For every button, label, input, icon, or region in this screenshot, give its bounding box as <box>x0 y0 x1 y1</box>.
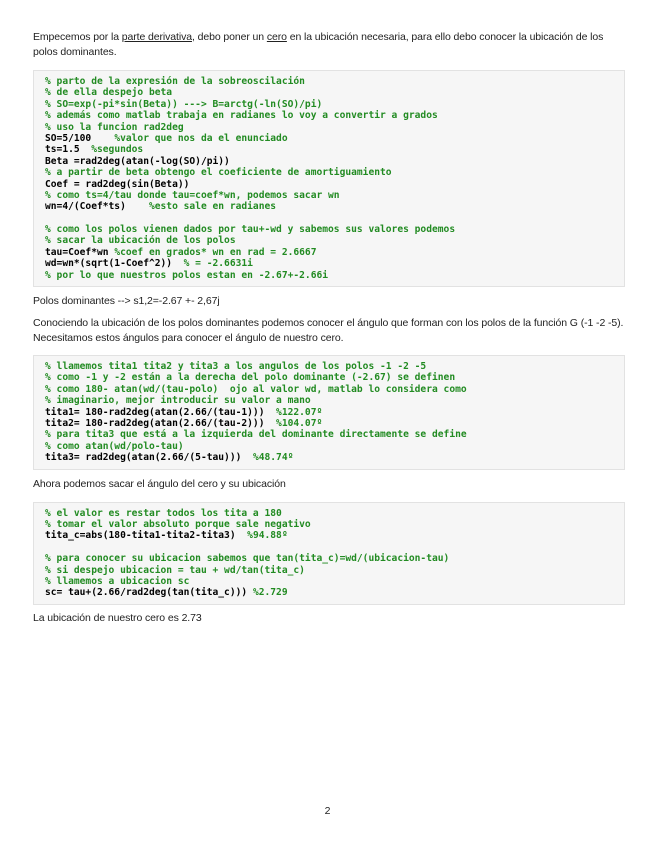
link-parte-derivativa[interactable]: parte derivativa <box>121 31 192 43</box>
code-line <box>45 224 616 235</box>
dominant-poles-text: Polos dominantes --> s1,2=-2.67 +- 2,67j <box>33 295 220 308</box>
code-line <box>45 441 616 452</box>
code-line <box>45 235 616 246</box>
code-line <box>45 179 616 190</box>
code-statement: wd=wn*(sqrt(1-Coef^2)) <box>45 258 184 270</box>
code-line <box>45 190 616 201</box>
code-comment: % como atan(wd/polo-tau) <box>45 440 184 452</box>
code-comment: % SO=exp(-pi*sin(Beta)) ---> B=arctg(-ln(SO)/pi) <box>45 98 323 110</box>
code-inline-comment: %122.07º <box>276 406 323 418</box>
zero-location-text: La ubicación de nuestro cero es 2.73 <box>33 611 202 624</box>
code-line <box>45 76 616 87</box>
code-line <box>45 247 616 258</box>
code-line <box>45 372 616 383</box>
code-block-angles <box>33 355 625 470</box>
code-comment: % sacar la ubicación de los polos <box>45 235 236 247</box>
code-line <box>45 87 616 98</box>
code-comment: % parto de la expresión de la sobreoscilación <box>45 76 305 87</box>
code-line <box>45 258 616 269</box>
code-line <box>45 156 616 167</box>
code-comment: % tomar el valor absoluto porque sale negativo <box>45 518 311 530</box>
code-line <box>45 213 616 224</box>
code-line <box>45 452 616 463</box>
code-block-zero <box>33 502 625 605</box>
intro-paragraph <box>33 30 613 60</box>
code-comment: % como 180- atan(wd/(tau-polo) ojo al valor wd, matlab lo considera como <box>45 383 467 395</box>
code-line <box>45 429 616 440</box>
angles-paragraph: Conociendo la ubicación de los polos dominantes podemos conocer el ángulo que forman con los polos de la función G (-1 -2 -5). Necesitamos estos ángulos para conocer el ángulo de nuestro cero. <box>33 317 624 345</box>
code-line <box>45 530 616 541</box>
code-statement: ts=1.5 <box>45 144 92 156</box>
code-comment: % llamemos tita1 tita2 y tita3 a los angulos de los polos -1 -2 -5 <box>45 361 427 373</box>
zero-angle-text: Ahora podemos sacar el ángulo del cero y su ubicación <box>33 477 286 490</box>
document-page <box>33 30 625 626</box>
intro-text-2: , debo poner un <box>191 31 267 43</box>
intro-text-3: en la ubicación necesaria, para ello debo conocer la ubicación de los polos dominantes. <box>33 31 604 58</box>
code-comment: % llamemos a ubicacion sc <box>45 575 190 587</box>
code-statement: Beta =rad2deg(atan(-log(SO)/pi)) <box>45 155 230 167</box>
code-line <box>45 122 616 133</box>
code-statement: tita3= rad2deg(atan(2.66/(5-tau))) <box>45 452 253 464</box>
code-line <box>45 407 616 418</box>
code-inline-comment: %94.88º <box>247 530 288 542</box>
code-statement: tita_c=abs(180-tita1-tita2-tita3) <box>45 530 248 542</box>
code-line <box>45 508 616 519</box>
code-comment: % además como matlab trabaja en radianes lo voy a convertir a grados <box>45 110 438 122</box>
code-inline-comment: % = -2.6631i <box>183 258 253 270</box>
code-line <box>45 587 616 598</box>
code-inline-comment: %48.74º <box>252 452 294 464</box>
code-line <box>45 361 616 372</box>
code-statement: tau=Coef*wn <box>45 246 115 258</box>
code-comment: % como ts=4/tau donde tau=coef*wn, podemos sacar wn <box>45 189 340 201</box>
code-comment: % imaginario, mejor introducir su valor a mano <box>45 395 311 407</box>
code-block-poles <box>33 70 625 287</box>
code-line <box>45 167 616 178</box>
code-line <box>45 270 616 281</box>
code-inline-comment: %esto sale en radianes <box>148 201 277 213</box>
code-line <box>45 542 616 553</box>
code-comment: % el valor es restar todos los tita a 180 <box>45 507 282 519</box>
code-line <box>45 201 616 212</box>
code-comment: % si despejo ubicacion = tau + wd/tan(tita_c) <box>45 564 305 576</box>
code-statement: tita1= 180-rad2deg(atan(2.66/(tau-1))) <box>45 406 277 418</box>
code-comment: % por lo que nuestros polos estan en -2.67+-2.66i <box>45 269 329 281</box>
code-comment: % para conocer su ubicacion sabemos que tan(tita_c)=wd/(ubicacion-tau) <box>45 553 450 565</box>
code-comment: % a partir de beta obtengo el coeficiente de amortiguamiento <box>45 167 392 179</box>
code-statement: tita2= 180-rad2deg(atan(2.66/(tau-2))) <box>45 417 277 429</box>
page-number: 2 <box>324 805 331 817</box>
code-statement: SO=5/100 <box>45 132 115 144</box>
code-comment: % de ella despejo beta <box>45 87 173 99</box>
code-statement: sc= tau+(2.66/rad2deg(tan(tita_c))) <box>45 587 253 599</box>
code-line <box>45 576 616 587</box>
link-cero[interactable]: cero <box>266 31 287 43</box>
code-comment: % uso la funcion rad2deg <box>45 121 184 133</box>
code-line <box>45 384 616 395</box>
code-line <box>45 133 616 144</box>
code-comment: % para tita3 que está a la izquierda del dominante directamente se define <box>45 429 467 441</box>
code-line <box>45 144 616 155</box>
code-inline-comment: %2.729 <box>252 587 288 599</box>
code-line <box>45 418 616 429</box>
code-inline-comment: %coef en grados* wn en rad = 2.6667 <box>114 246 317 258</box>
code-inline-comment: %valor que nos da el enunciado <box>114 132 288 144</box>
code-comment: % como los polos vienen dados por tau+-wd y sabemos sus valores podemos <box>45 224 456 236</box>
code-line <box>45 395 616 406</box>
code-comment: % como -1 y -2 están a la derecha del polo dominante (-2.67) se definen <box>45 372 456 384</box>
code-statement: wn=4/(Coef*ts) <box>45 201 149 213</box>
intro-text-1: Empecemos por la <box>33 31 122 43</box>
code-line <box>45 99 616 110</box>
code-line <box>45 553 616 564</box>
code-line <box>45 519 616 530</box>
code-line <box>45 110 616 121</box>
code-inline-comment: %104.07º <box>276 417 323 429</box>
code-inline-comment: %segundos <box>91 144 144 156</box>
code-statement: Coef = rad2deg(sin(Beta)) <box>45 178 190 190</box>
code-line <box>45 565 616 576</box>
